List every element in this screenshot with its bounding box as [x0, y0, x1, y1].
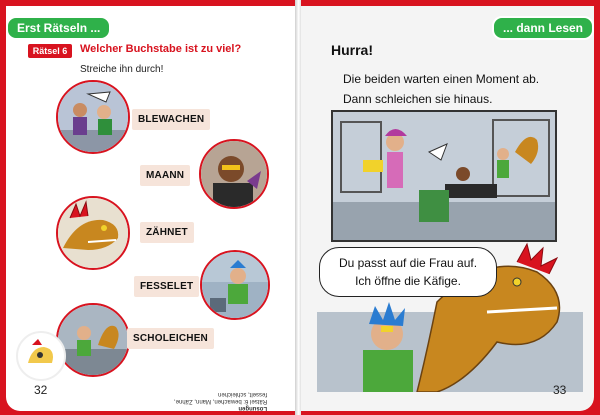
erst-raetseln-tab: Erst Rätseln ... [6, 16, 111, 40]
word-box-1: BLEWACHEN [132, 109, 210, 130]
puzzle-instruction: Streiche ihn durch! [80, 64, 164, 75]
comic-circle-1 [56, 80, 130, 154]
solution-text: Lösungen Rätsel 6: bewachen, Mann, Zähne, fesselt, schleichen [174, 391, 268, 411]
comic-circle-4 [200, 250, 270, 320]
puzzle-badge: Rätsel 6 [28, 44, 72, 58]
page-number-left: 32 [34, 383, 48, 397]
dann-lesen-tab: ... dann Lesen [492, 16, 594, 40]
puzzle-title: Welcher Buchstabe ist zu viel? [80, 43, 242, 55]
mascot-circle [16, 331, 66, 381]
comic-circle-2 [199, 139, 269, 209]
page-number-right: 33 [553, 383, 567, 397]
comic-circle-3 [56, 196, 130, 270]
word-box-2: MAANN [140, 165, 190, 186]
story-heading: Hurra! [331, 42, 374, 58]
speech-bubble: Du passt auf die Frau auf. Ich öffne die Käfige. [319, 247, 497, 297]
word-box-4: FESSELET [134, 276, 199, 297]
story-text: Die beiden warten einen Moment ab. Dann schleichen sie hinaus. [343, 72, 540, 106]
right-page [301, 6, 594, 411]
comic-panel-top [331, 110, 557, 242]
word-box-3: ZÄHNET [140, 222, 194, 243]
comic-circle-5 [56, 303, 130, 377]
word-box-5: SCHOLEICHEN [127, 328, 214, 349]
left-page [6, 6, 295, 411]
